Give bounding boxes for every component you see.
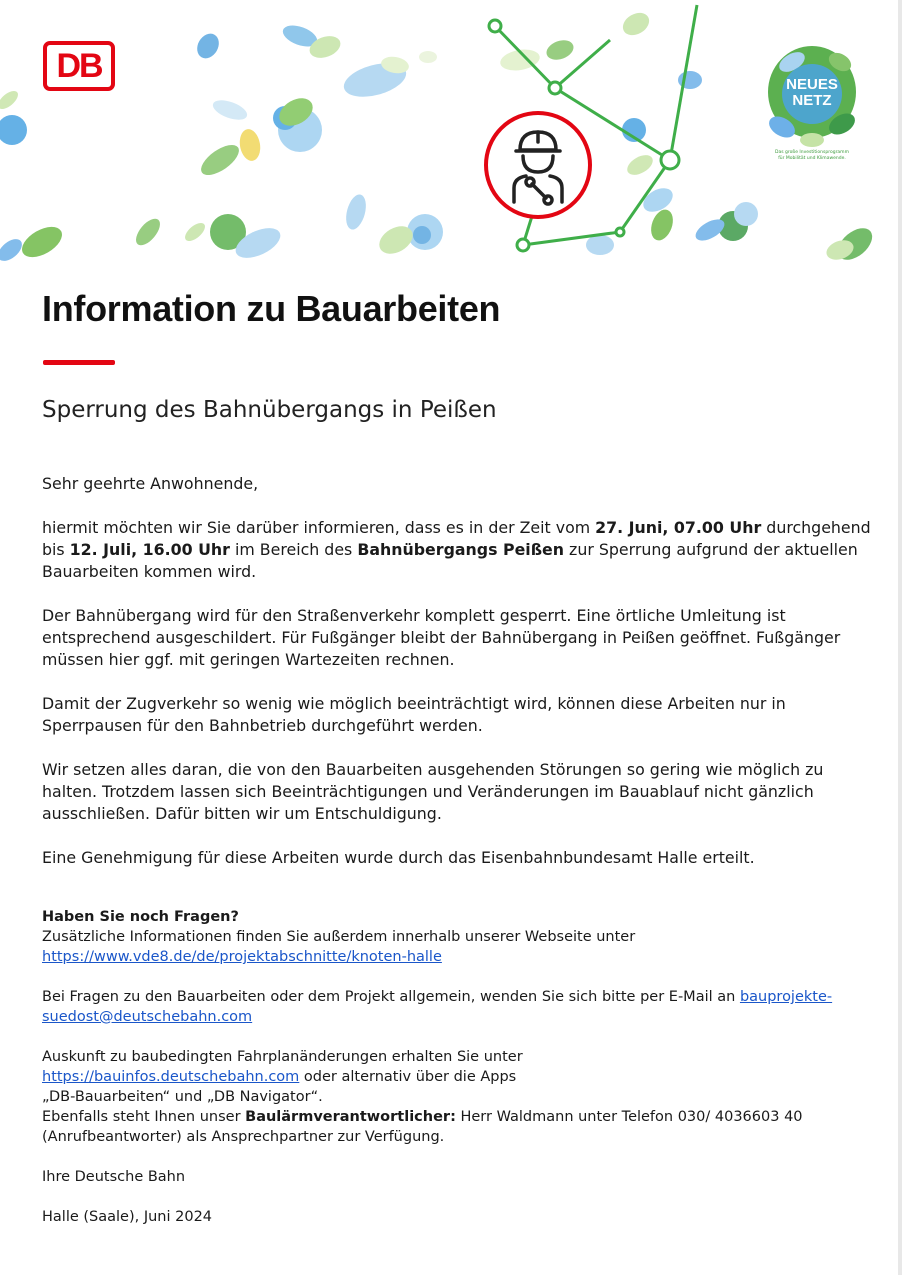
greeting: Sehr geehrte Anwohnende, [42, 474, 259, 493]
paragraph-dates: hiermit möchten wir Sie darüber informieren, dass es in der Zeit vom 27. Juni, 07.00 Uhr durchgehend bis 12. Juli, 16.00 Uhr im Bereich des Bahnübergangs Peißen zur Sperrung aufgrund der aktuellen Bauarbeiten kommen wird. [42, 518, 871, 581]
paragraph-closure: Der Bahnübergang wird für den Straßenverkehr komplett gesperrt. Eine örtliche Umleitung ist entsprechend ausgeschildert. Für Fußgänger bleibt der Bahnübergang in Peißen geöffnet. Fußgänger müssen hier ggf. mit geringen Wartezeiten rechnen. [42, 606, 841, 669]
badge-line1: NEUES [786, 76, 838, 93]
web-info: Haben Sie noch Fragen? Zusätzliche Informationen finden Sie außerdem innerhalb unserer Webseite unter https://www.vde8.de/de/projektabschnitte/knoten-halle [42, 909, 636, 965]
title-accent-bar [43, 360, 115, 365]
header-illustration [0, 0, 902, 280]
construction-worker-icon [506, 128, 570, 208]
badge-caption: Das große Investitionsprogramm für Mobilität und Klimawende. [775, 150, 849, 161]
paragraph-traffic: Damit der Zugverkehr so wenig wie möglich beeinträchtigt wird, können diese Arbeiten nur in Sperrpausen für den Bahnbetrieb durchgeführt werden. [42, 694, 786, 735]
page-title: Information zu Bauarbeiten [42, 288, 501, 329]
page-subtitle: Sperrung des Bahnübergangs in Peißen [42, 397, 497, 423]
db-logo-text: DB [56, 47, 102, 85]
signature: Ihre Deutsche Bahn [42, 1169, 186, 1185]
contact-heading: Haben Sie noch Fragen? [42, 909, 239, 925]
paragraph-apology: Wir setzen alles daran, die von den Bauarbeiten ausgehenden Störungen so gering wie möglich zu halten. Trotzdem lassen sich Beeinträchtigungen und Veränderungen im Bauablauf nicht gänzlich ausschließen. Dafür bitten wir um Entschuldigung. [42, 760, 824, 823]
letter-body [42, 473, 872, 891]
neues-netz-badge [762, 32, 862, 172]
website-link[interactable]: https://www.vde8.de/de/projektabschnitte/knoten-halle [42, 949, 442, 965]
badge-line2: NETZ [792, 92, 832, 109]
db-logo[interactable] [43, 41, 115, 91]
timetable-info: Auskunft zu baubedingten Fahrplanänderungen erhalten Sie unter https://bauinfos.deutschebahn.com oder alternativ über die Apps „DB-Bauarbeiten“ und „DB Navigator“. Ebenfalls steht Ihnen unser Baulärmverantwortlicher: Herr Waldmann unter Telefon 030/ 4036603 40 (Anrufbeantworter) als Ansprechpartner zur Verfügung. [42, 1049, 803, 1145]
contact-section [42, 907, 872, 1247]
email-link[interactable]: bauprojekte-suedost@deutschebahn.com [42, 989, 833, 1025]
email-info: Bei Fragen zu den Bauarbeiten oder dem Projekt allgemein, wenden Sie sich bitte per E-Mail an bauprojekte-suedost@deutschebahn.com [42, 989, 833, 1025]
paragraph-approval: Eine Genehmigung für diese Arbeiten wurde durch das Eisenbahnbundesamt Halle erteilt. [42, 848, 755, 867]
place-date: Halle (Saale), Juni 2024 [42, 1209, 213, 1225]
bauinfos-link[interactable]: https://bauinfos.deutschebahn.com [42, 1069, 300, 1085]
